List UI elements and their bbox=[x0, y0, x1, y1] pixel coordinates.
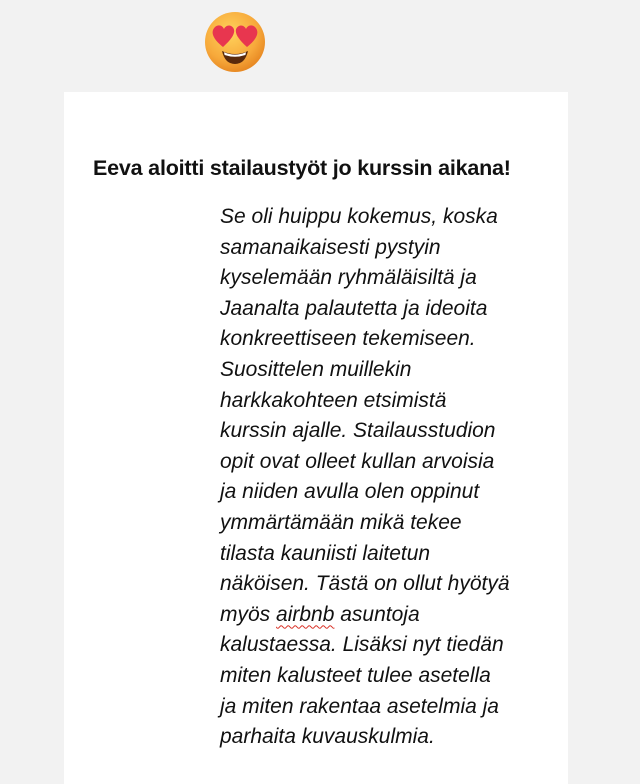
heart-eyes-emoji-svg bbox=[203, 10, 267, 74]
quote-line-segment: asuntoja bbox=[334, 602, 420, 626]
quote-line: parhaita kuvauskulmia. bbox=[220, 725, 435, 749]
quote-line: ja niiden avulla olen oppinut bbox=[220, 480, 480, 504]
quote-line: opit ovat olleet kullan arvoisia bbox=[220, 449, 495, 473]
quote-line: tilasta kauniisti laitetun bbox=[220, 541, 431, 565]
spellcheck-flagged-word: airbnb bbox=[276, 602, 335, 626]
testimonial-title: Eeva aloitti stailaustyöt jo kurssin aikana! bbox=[93, 156, 511, 180]
quote-line: kalustaessa. Lisäksi nyt tiedän bbox=[220, 633, 504, 657]
testimonial-quote bbox=[220, 202, 565, 753]
quote-line: kurssin ajalle. Stailausstudion bbox=[220, 419, 496, 443]
quote-line-segment: myös bbox=[220, 602, 277, 626]
quote-line: harkkakohteen etsimistä bbox=[220, 388, 447, 412]
quote-line: Suosittelen muillekin bbox=[220, 357, 412, 381]
testimonial-card bbox=[64, 92, 568, 784]
quote-line: samanaikaisesti pystyin bbox=[220, 235, 441, 259]
heart-eyes-emoji-icon bbox=[203, 10, 267, 74]
quote-line: Se oli huippu kokemus, koska bbox=[220, 205, 498, 228]
quote-line: ymmärtämään mikä tekee bbox=[220, 510, 462, 534]
quote-line: miten kalusteet tulee asetella bbox=[220, 663, 491, 687]
quote-line: ja miten rakentaa asetelmia ja bbox=[220, 694, 499, 718]
quote-line: Jaanalta palautetta ja ideoita bbox=[220, 296, 488, 320]
quote-line: konkreettiseen tekemiseen. bbox=[220, 327, 476, 351]
quote-line: näköisen. Tästä on ollut hyötyä bbox=[220, 572, 510, 596]
quote-line: kyselemään ryhmäläisiltä ja bbox=[220, 266, 477, 290]
quote-line bbox=[220, 600, 565, 631]
